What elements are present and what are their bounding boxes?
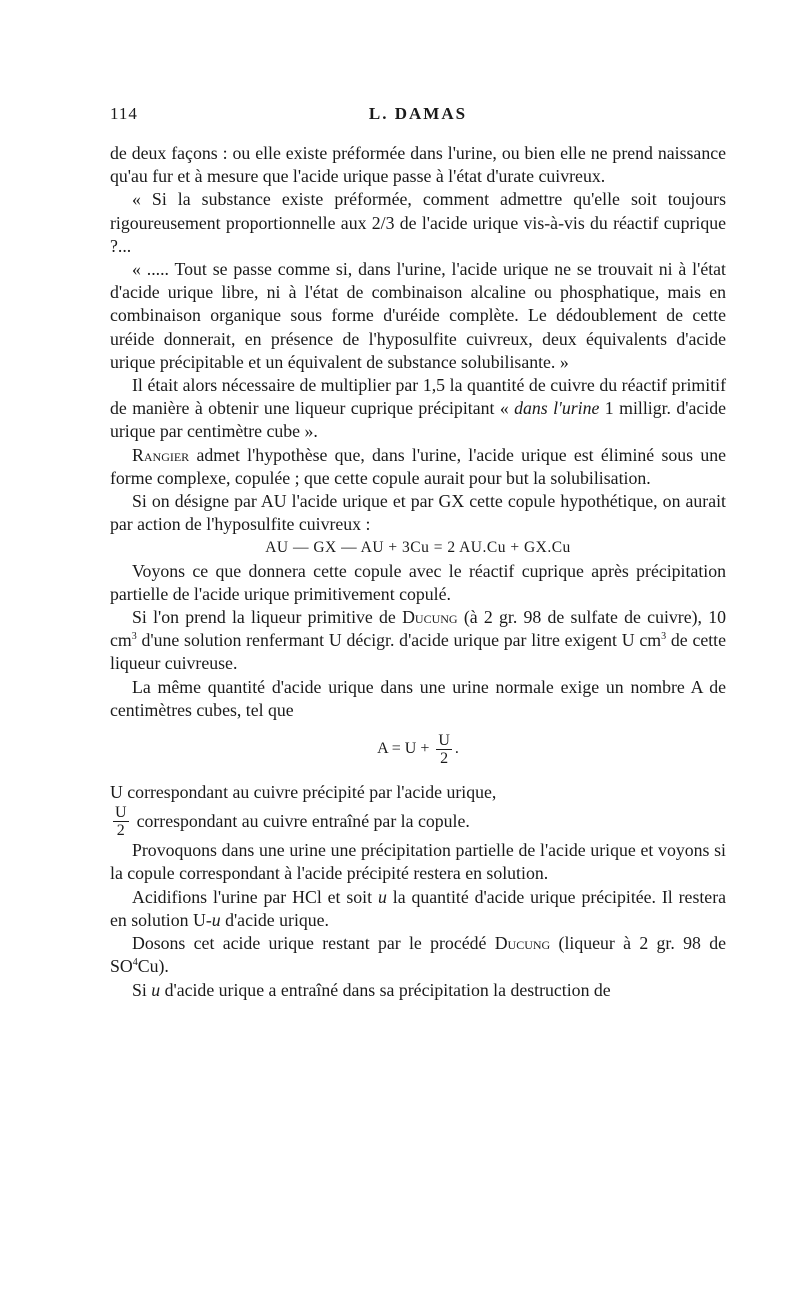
- superscript: 4: [132, 957, 138, 969]
- definition-u: U correspondant au cuivre précipité par l'acide urique,: [110, 782, 497, 803]
- paragraph-dosons: [110, 932, 726, 978]
- author-name: Ducung: [494, 933, 551, 954]
- text-segment: admet l'hypothèse que, dans l'urine, l'acide urique est éliminé sous une forme complexe, copulée ; que cette copule aurait pour but la solubilisation.: [110, 444, 726, 488]
- variable-u: u: [377, 886, 387, 907]
- quote-paragraph-1: « Si la substance existe préformée, comment admettre qu'elle soit toujours rigoureusement proportionnelle aux 2/3 de l'acide urique vis-à-vis du réactif cuprique ?...: [110, 189, 726, 256]
- text-segment: (liqueur à 2 gr. 98 de SO: [110, 933, 726, 977]
- fraction-denominator: 2: [440, 750, 449, 768]
- paragraph-rangier: [110, 444, 726, 490]
- definition-text: correspondant au cuivre entraîné par la copule.: [136, 811, 470, 832]
- paragraph-voyons: Voyons ce que donnera cette copule avec le réactif cuprique après précipitation partielle de l'acide urique primitivement copulé.: [110, 560, 726, 604]
- text-segment: Dosons cet acide urique restant par le procédé: [132, 933, 495, 954]
- page-number: 114: [110, 104, 138, 123]
- text-segment: Si l'on prend la liqueur primitive de: [132, 607, 403, 628]
- equation-a: [110, 732, 726, 767]
- quote-paragraph-2: « ..... Tout se passe comme si, dans l'urine, l'acide urique ne se trouvait ni à l'état d'acide urique libre, ni à l'état de combinaison alcaline ou phosphatique, mais en combinaison organique sous forme d'uréide complète. Le dédoublement de cette uréide donnerait, en présence de l'hyposulfite cuivreux, deux équivalents d'acide urique précipitable et un équivalent de substance solubilisante. »: [110, 259, 726, 372]
- paragraph-liqueur: [110, 606, 726, 676]
- fraction-denominator: 2: [116, 822, 125, 840]
- text-segment: d'une solution renfermant U décigr. d'acide urique par litre exigent U cm: [136, 630, 662, 651]
- text-segment: 1 milligr. d'acide urique par centimètre cube ».: [110, 398, 726, 442]
- superscript: 3: [661, 631, 667, 643]
- text-segment: Il était alors nécessaire de multiplier par 1,5 la quantité de cuivre du réactif primitif de manière à obtenir une liqueur cuprique précipitant «: [110, 375, 726, 419]
- equation-left: A = U +: [377, 740, 430, 758]
- author-name: Ducung: [402, 607, 458, 628]
- paragraph-acidifions: [110, 886, 726, 932]
- paragraph-designation: Si on désigne par AU l'acide urique et par GX cette copule hypothétique, on aurait par action de l'hyposulfite cuivreux :: [110, 491, 726, 535]
- text-segment: Si: [132, 979, 152, 1000]
- paragraph-final: [110, 979, 726, 1002]
- fraction: [113, 804, 129, 839]
- body-text: [110, 142, 726, 1002]
- text-segment: d'acide urique a entraîné dans sa précipitation la destruction de: [160, 979, 611, 1000]
- text-segment: Cu).: [137, 956, 169, 977]
- text-segment: Acidifions l'urine par HCl et soit: [132, 886, 378, 907]
- variable-u: u: [151, 979, 161, 1000]
- page-header: [110, 104, 726, 128]
- paragraph-multiplier: [110, 374, 726, 444]
- equation-end: .: [454, 740, 459, 758]
- fraction-numerator: U: [438, 732, 450, 750]
- fraction: [436, 732, 452, 767]
- author-name: Rangier: [132, 444, 190, 465]
- paragraph-meme-quantite: La même quantité d'acide urique dans une urine normale exige un nombre A de centimètres cubes, tel que: [110, 676, 726, 720]
- text-segment: la quantité d'acide urique précipitée. Il restera en solution U-: [110, 886, 727, 930]
- text-segment: (à 2 gr. 98 de sulfate de cuivre), 10 cm: [110, 607, 726, 651]
- definition-u-half: [110, 804, 726, 839]
- variable-u: u: [211, 909, 221, 930]
- paragraph-provoquons: Provoquons dans une urine une précipitation partielle de l'acide urique et voyons si la copule correspondant à l'acide précipité restera en solution.: [110, 840, 726, 884]
- running-title: L. DAMAS: [368, 104, 468, 123]
- text-segment: d'acide urique.: [220, 909, 330, 930]
- reaction-formula: AU — GX — AU + 3Cu = 2 AU.Cu + GX.Cu: [265, 539, 571, 557]
- italic-phrase: dans l'urine: [514, 398, 600, 419]
- superscript: 3: [131, 631, 137, 643]
- paragraph-continuation: de deux façons : ou elle existe préformée dans l'urine, ou bien elle ne prend naissance qu'au fur et à mesure que l'acide urique passe à l'état d'urate cuivreux.: [110, 143, 726, 187]
- text-segment: de cette liqueur cuivreuse.: [110, 630, 727, 674]
- fraction-numerator: U: [115, 804, 127, 822]
